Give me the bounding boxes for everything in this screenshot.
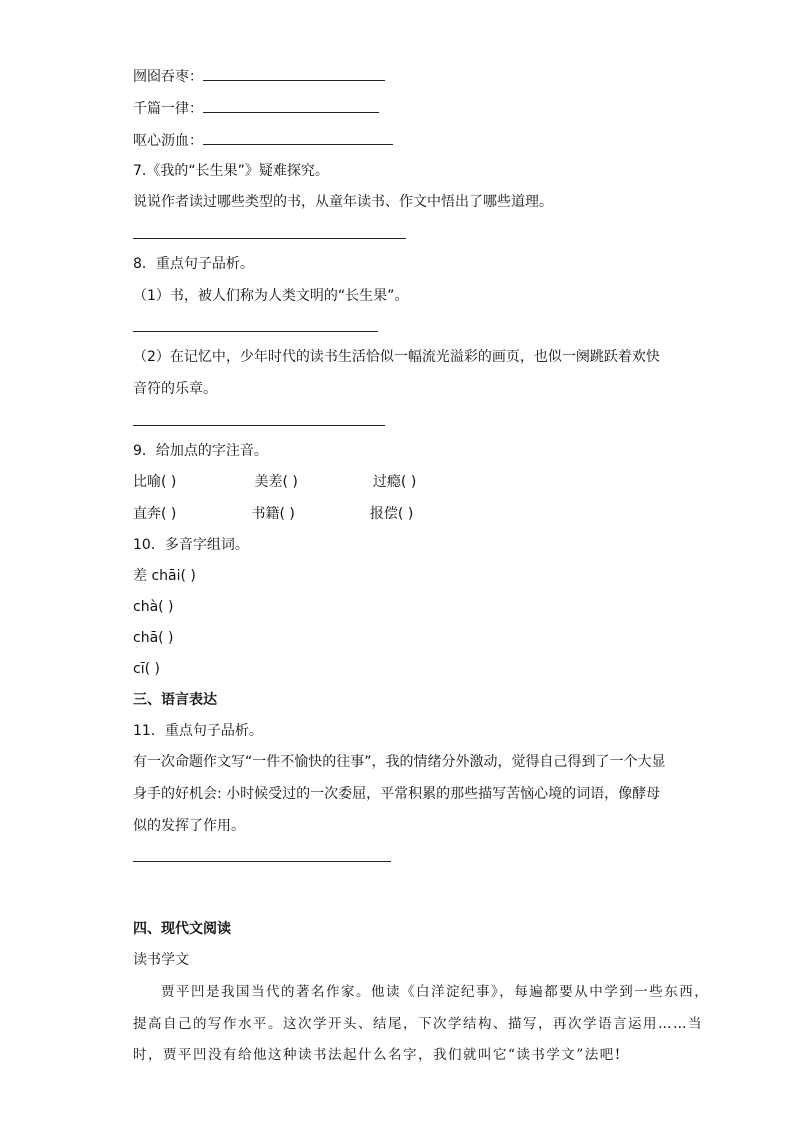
idiom-label: 呕心沥血： bbox=[133, 133, 203, 149]
polyphone-item[interactable]: chà( ) bbox=[133, 599, 174, 615]
answer-line[interactable] bbox=[133, 331, 378, 332]
answer-line[interactable] bbox=[133, 238, 406, 239]
question-8-sentence-2-line-2: 音符的乐章。 bbox=[133, 381, 217, 397]
pinyin-item[interactable]: 直奔( ) bbox=[133, 506, 177, 522]
pinyin-row-2 bbox=[133, 504, 413, 524]
question-11-line-3: 似的发挥了作用。 bbox=[133, 818, 245, 834]
question-11-title: 11．重点句子品析。 bbox=[133, 723, 263, 739]
question-8-sentence-2-line-1: （2）在记忆中，少年时代的读书生活恰似一幅流光溢彩的画页，也似一阕跳跃着欢快 bbox=[133, 349, 660, 365]
idiom-line bbox=[133, 66, 385, 87]
answer-line[interactable] bbox=[133, 425, 385, 426]
question-7-prompt: 说说作者读过哪些类型的书，从童年读书、作文中悟出了哪些道理。 bbox=[133, 194, 553, 210]
idiom-line bbox=[133, 98, 379, 119]
polyphone-item[interactable]: 差 chāi( ) bbox=[133, 568, 196, 584]
pinyin-item[interactable]: 美差( ) bbox=[254, 474, 298, 490]
polyphone-item[interactable]: chā( ) bbox=[133, 630, 174, 646]
question-7-title: 7.《我的“长生果”》疑难探究。 bbox=[133, 163, 329, 179]
question-11-line-2: 身手的好机会: 小时候受过的一次委屈，平常积累的那些描写苦恼心境的词语，像酵母 bbox=[133, 786, 661, 802]
answer-blank[interactable] bbox=[203, 98, 379, 113]
question-10-title: 10．多音字组词。 bbox=[133, 537, 249, 553]
question-9-title: 9．给加点的字注音。 bbox=[133, 443, 268, 459]
question-8-title: 8．重点句子品析。 bbox=[133, 256, 254, 272]
question-11-line-1: 有一次命题作文写“一件不愉快的往事”，我的情绪分外激动，觉得自己得到了一个大显 bbox=[133, 754, 666, 770]
reading-paragraph-line-3: 时，贾平凹没有给他这种读书法起什么名字，我们就叫它“读书学文”法吧! bbox=[133, 1047, 622, 1063]
reading-paragraph-line-1: 贾平凹是我国当代的著名作家。他读《白洋淀纪事》，每遍都要从中学到一些东西， bbox=[161, 984, 710, 1000]
idiom-label: 囫囵吞枣： bbox=[133, 69, 203, 85]
section-3-heading: 三、语言表达 bbox=[133, 692, 217, 708]
answer-blank[interactable] bbox=[203, 66, 385, 81]
section-4-heading: 四、现代文阅读 bbox=[133, 921, 231, 937]
idiom-label: 千篇一律： bbox=[133, 101, 203, 117]
pinyin-item[interactable]: 比喻( ) bbox=[133, 474, 177, 490]
question-8-sentence-1: （1）书，被人们称为人类文明的“长生果”。 bbox=[133, 288, 409, 304]
pinyin-item[interactable]: 过瘾( ) bbox=[372, 474, 417, 490]
idiom-line bbox=[133, 130, 393, 151]
answer-line[interactable] bbox=[133, 861, 391, 862]
polyphone-item[interactable]: cī( ) bbox=[133, 661, 160, 677]
pinyin-item[interactable]: 书籍( ) bbox=[251, 506, 295, 522]
pinyin-item[interactable]: 报偿( ) bbox=[369, 506, 414, 522]
reading-paragraph-line-2: 提高自己的写作水平。这次学开头、结尾，下次学结构、描写，再次学语言运用……当 bbox=[133, 1016, 703, 1032]
answer-blank[interactable] bbox=[203, 130, 393, 145]
reading-title: 读书学文 bbox=[133, 952, 189, 968]
pinyin-row-1 bbox=[133, 472, 416, 492]
